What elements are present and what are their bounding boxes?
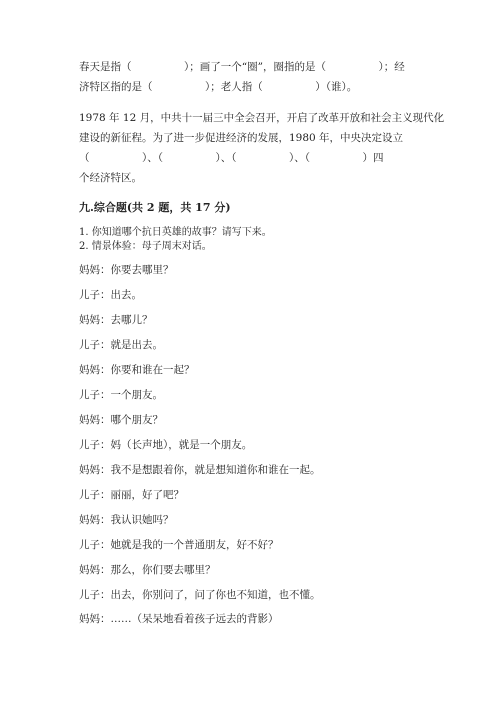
dialogue-line: 儿子：出去，你别问了，问了你也不知道，也不懂。 [79, 589, 321, 601]
fill-blank-line: （ ）、（ ）、（ ）、（ ）四 [79, 152, 384, 164]
fill-blank-line: 济特区指的是（ ）；老人指（ ）（谁）。 [79, 81, 358, 93]
dialogue-line: 妈妈：去哪儿？ [79, 314, 153, 326]
dialogue-line: 儿子：就是出去。 [79, 339, 163, 351]
dialogue-line: 妈妈：……（呆呆地看着孩子远去的背影） [79, 613, 279, 625]
dialogue-line: 妈妈：你要和谁在一起？ [79, 364, 195, 376]
section-heading: 九.综合题(共 2 题，共 17 分) [79, 201, 231, 214]
paragraph-line: 建设的新征程。为了进一步促进经济的发展，1980 年，中央决定设立 [79, 132, 404, 144]
dialogue-line: 儿子：出去。 [79, 289, 142, 301]
dialogue-line: 妈妈：你要去哪里？ [79, 264, 174, 276]
dialogue-line: 儿子：一个朋友。 [79, 389, 163, 401]
dialogue-line: 儿子：她就是我的一个普通朋友，好不好？ [79, 539, 279, 551]
dialogue-line: 妈妈：我不是想跟着你，就是想知道你和谁在一起。 [79, 464, 321, 476]
fill-blank-line: 春天是指（ ）；画了一个“圈”，圈指的是（ ）；经 [79, 61, 405, 73]
dialogue-line: 儿子：丽丽，好了吧？ [79, 489, 184, 501]
dialogue-line: 妈妈：那么，你们要去哪里？ [79, 564, 216, 576]
paragraph-line: 1978 年 12 月，中共十一届三中全会召开，开启了改革开放和社会主义现代化 [79, 112, 445, 124]
dialogue-line: 妈妈：哪个朋友？ [79, 414, 163, 426]
paragraph-line: 个经济特区。 [79, 172, 142, 184]
question-2: 2. 情景体验：母子周末对话。 [79, 241, 212, 252]
question-1: 1. 你知道哪个抗日英雄的故事？请写下来。 [79, 227, 272, 238]
dialogue-line: 儿子：妈（长声地），就是一个朋友。 [79, 439, 253, 451]
dialogue-line: 妈妈：我认识她吗？ [79, 514, 174, 526]
